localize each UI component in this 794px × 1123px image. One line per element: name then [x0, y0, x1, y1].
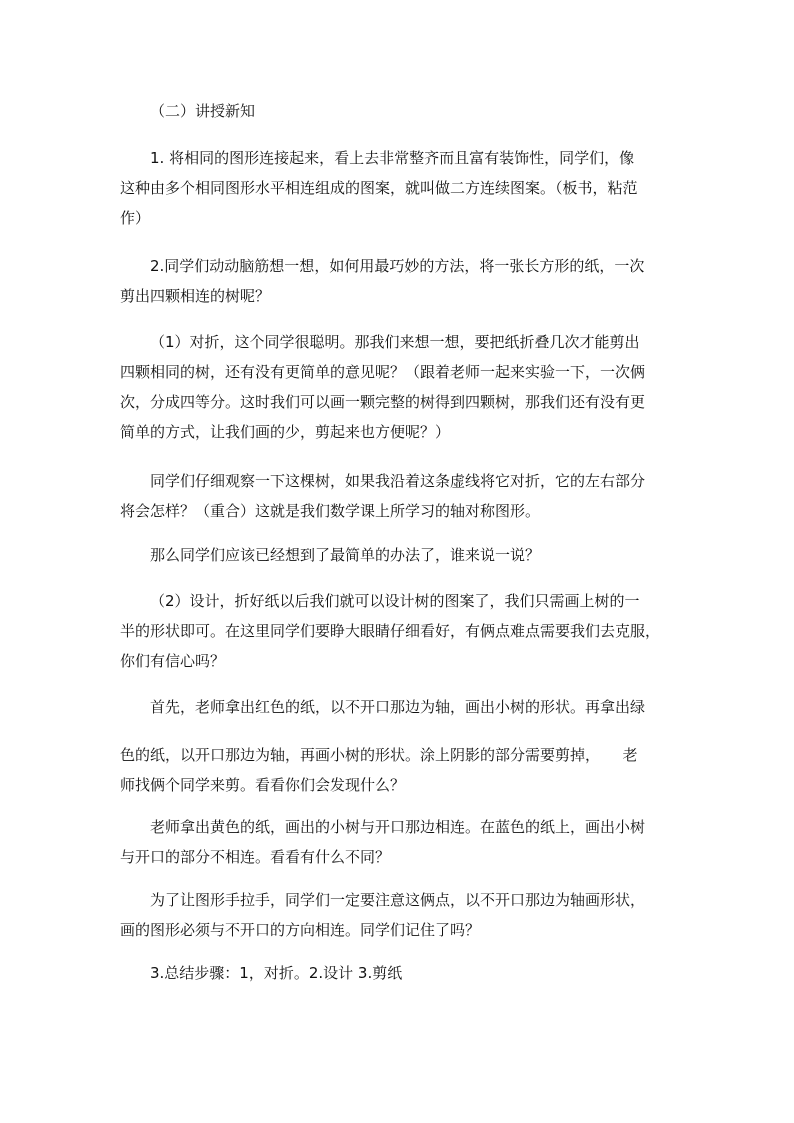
paragraph-line: 你们有信心吗？ — [120, 652, 226, 670]
paragraph-line: 师找俩个同学来剪。看看你们会发现什么？ — [120, 776, 406, 794]
paragraph-10 — [120, 885, 680, 945]
paragraph-line: 半的形状即可。在这里同学们要睁大眼睛仔细看好，有俩点难点需要我们去克服， — [120, 622, 661, 640]
paragraph-line: 那么同学们应该已经想到了最简单的办法了，谁来说一说？ — [150, 546, 541, 564]
paragraph-line: 老师拿出黄色的纸，画出的小树与开口那边相连。在蓝色的纸上，画出小树 — [150, 818, 646, 836]
paragraph-2 — [120, 251, 680, 311]
paragraph-line: 将会怎样？（重合）这就是我们数学课上所学习的轴对称图形。 — [120, 502, 541, 520]
paragraph-line: 这种由多个相同图形水平相连组成的图案，就叫做二方连续图案。（板书，粘范 — [120, 179, 638, 197]
paragraph-line: 次，分成四等分。这时我们可以画一颗完整的树得到四颗树，那我们还有没有更 — [120, 393, 646, 411]
paragraph-6 — [120, 586, 680, 676]
heading-text: （二）讲授新知 — [150, 102, 256, 120]
paragraph-line: 2.同学们动动脑筋想一想，如何用最巧妙的方法，将一张长方形的纸，一次 — [150, 257, 645, 275]
paragraph-line: 简单的方式，让我们画的少，剪起来也方便呢？） — [120, 423, 451, 441]
paragraph-line: 作） — [120, 209, 151, 227]
paragraph-8 — [120, 740, 680, 800]
paragraph-1 — [120, 143, 680, 233]
paragraph-line: 1. 将相同的图形连接起来，看上去非常整齐而且富有装饰性，同学们，像 — [150, 149, 635, 167]
paragraph-line: 3.总结步骤：1，对折。2.设计 3.剪纸 — [150, 964, 403, 982]
paragraph-9 — [120, 812, 680, 872]
paragraph-11 — [120, 958, 680, 988]
paragraph-line: 首先，老师拿出红色的纸，以不开口那边为轴，画出小树的形状。再拿出绿 — [150, 698, 646, 716]
paragraph-line: 色的纸，以开口那边为轴，再画小树的形状。涂上阴影的部分需要剪掉， 老 — [120, 746, 638, 764]
paragraph-line: 画的图形必须与不开口的方向相连。同学们记住了吗？ — [120, 921, 481, 939]
paragraph-3 — [120, 327, 680, 447]
paragraph-7 — [120, 692, 680, 722]
paragraph-line: 为了让图形手拉手，同学们一定要注意这俩点，以不开口那边为轴画形状， — [150, 891, 646, 909]
section-heading — [120, 96, 710, 126]
paragraph-line: （1）对折，这个同学很聪明。那我们来想一想，要把纸折叠几次才能剪出 — [150, 333, 640, 351]
paragraph-line: 四颗相同的树，还有没有更简单的意见呢？（跟着老师一起来实验一下，一次俩 — [120, 363, 646, 381]
paragraph-line: 与开口的部分不相连。看看有什么不同？ — [120, 848, 391, 866]
paragraph-5 — [120, 540, 680, 570]
paragraph-line: （2）设计，折好纸以后我们就可以设计树的图案了，我们只需画上树的一 — [150, 592, 640, 610]
paragraph-4 — [120, 466, 680, 526]
paragraph-line: 同学们仔细观察一下这棵树，如果我沿着这条虚线将它对折，它的左右部分 — [150, 472, 646, 490]
paragraph-line: 剪出四颗相连的树呢？ — [120, 287, 271, 305]
